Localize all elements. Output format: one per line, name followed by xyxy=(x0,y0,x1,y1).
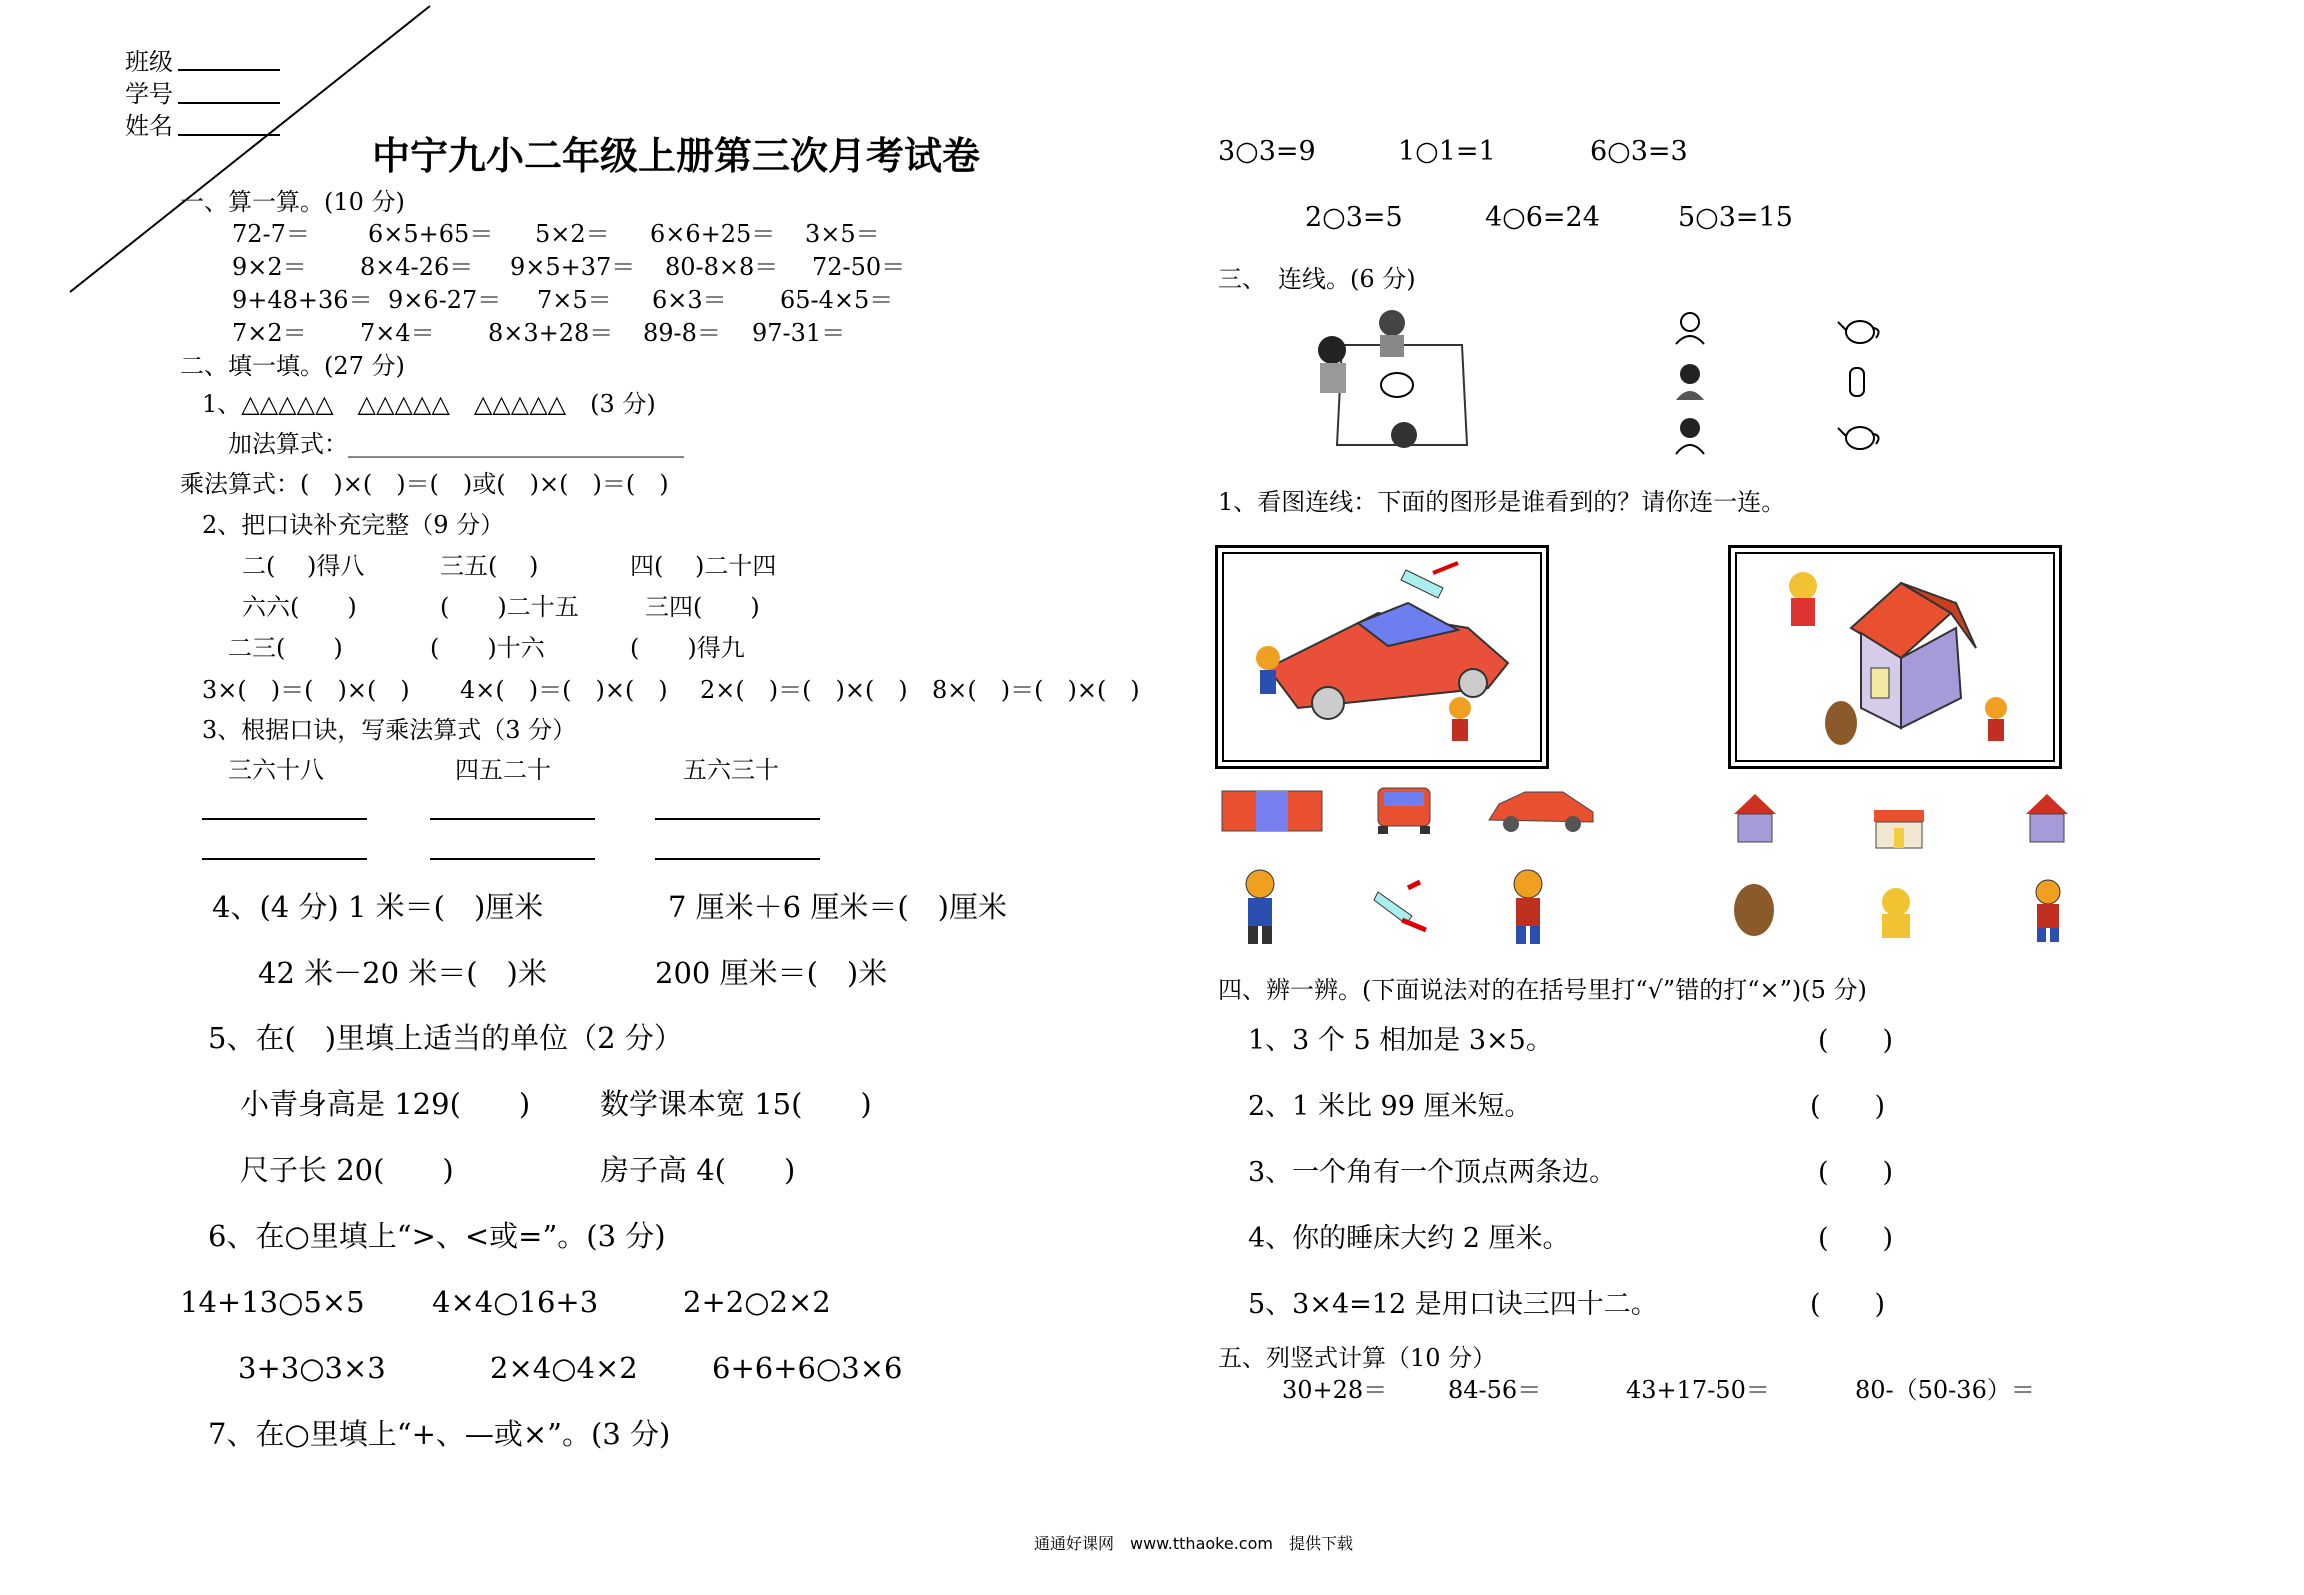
answer-paren[interactable]: ( ) xyxy=(1810,1091,1886,1122)
q5-d: 房子高 4( ) xyxy=(600,1153,796,1187)
name-label: 姓名 xyxy=(125,112,173,140)
car-side-view-icon xyxy=(1485,784,1597,836)
q2-item: 4×( )＝( )×( ) xyxy=(460,676,668,704)
problem: 5×2＝ xyxy=(535,220,610,248)
q6-item: 3+3○3×3 xyxy=(238,1351,386,1385)
q4-b: 7 厘米＋6 厘米＝( )厘米 xyxy=(668,890,1007,924)
problem: 65-4×5＝ xyxy=(780,286,894,314)
teapot-icon xyxy=(1836,418,1884,454)
judge-item: 3、一个角有一个顶点两条边。 xyxy=(1248,1157,1617,1188)
problem: 72-7＝ xyxy=(232,220,310,248)
problem: 72-50＝ xyxy=(812,253,906,281)
vertical-calc-item: 43+17-50＝ xyxy=(1626,1376,1770,1404)
q1-multiplication-line: 乘法算式：( )×( )＝( )或( )×( )＝( ) xyxy=(180,470,669,498)
car-top-view-icon xyxy=(1218,785,1326,837)
q5-a: 小青身高是 129( ) xyxy=(240,1087,531,1121)
judge-item: 2、1 米比 99 厘米短。 xyxy=(1248,1091,1532,1122)
vertical-calc-item: 80-（50-36）＝ xyxy=(1855,1376,2035,1404)
q5-b: 数学课本宽 15( ) xyxy=(600,1087,872,1121)
q3-heading: 3、根据口诀，写乘法算式（3 分） xyxy=(202,716,577,744)
figure-icon xyxy=(1672,416,1708,456)
q3-item: 四五二十 xyxy=(455,756,551,784)
section-5-heading: 五、列竖式计算（10 分） xyxy=(1218,1344,1497,1372)
problem: 9×5+37＝ xyxy=(510,253,636,281)
q1-triangles: 1、△△△△△ △△△△△ △△△△△ (3 分) xyxy=(202,390,656,418)
problem: 9+48+36＝ xyxy=(232,286,373,314)
vertical-calc-item: 30+28＝ xyxy=(1282,1376,1388,1404)
problem: 9×2＝ xyxy=(232,253,307,281)
class-label: 班级 xyxy=(125,48,173,76)
problem: 7×2＝ xyxy=(232,319,307,347)
q3-item: 五六三十 xyxy=(683,756,779,784)
section-2-heading: 二、填一填。(27 分) xyxy=(180,352,405,380)
q6-heading: 6、在○里填上“>、<或=”。(3 分) xyxy=(208,1219,666,1253)
q3-item: 三六十八 xyxy=(228,756,324,784)
answer-paren[interactable]: ( ) xyxy=(1810,1289,1886,1320)
q2-item: 六六( ) xyxy=(242,593,357,621)
section-3-heading: 三、 连线。(6 分) xyxy=(1218,265,1416,293)
q2-item: 8×( )＝( )×( ) xyxy=(932,676,1140,704)
problem: 3×5＝ xyxy=(805,220,880,248)
vertical-calc-item: 84-56＝ xyxy=(1448,1376,1542,1404)
problem: 6×6+25＝ xyxy=(650,220,776,248)
q2-item: ( )十六 xyxy=(430,634,545,662)
problem: 97-31＝ xyxy=(752,319,846,347)
problem: 6×3＝ xyxy=(652,286,727,314)
problem: 8×4-26＝ xyxy=(360,253,474,281)
tiger-icon xyxy=(1238,868,1282,946)
q6-item: 2×4○4×2 xyxy=(490,1351,638,1385)
q6-item: 2+2○2×2 xyxy=(683,1285,831,1319)
airplane-icon xyxy=(1372,880,1432,936)
q6-item: 6+6+6○3×6 xyxy=(712,1351,903,1385)
problem: 80-8×8＝ xyxy=(665,253,779,281)
judge-item: 5、3×4=12 是用口诀三四十二。 xyxy=(1248,1289,1658,1320)
problem: 7×4＝ xyxy=(360,319,435,347)
table-scene-picture xyxy=(1312,305,1480,460)
q2-item: ( )二十五 xyxy=(440,593,579,621)
house-scene-frame xyxy=(1728,545,2062,769)
problem: 7×5＝ xyxy=(537,286,612,314)
section-3-q1: 1、看图连线：下面的图形是谁看到的？请你连一连。 xyxy=(1218,488,1786,516)
q2-item: 四( )二十四 xyxy=(630,552,777,580)
monkey-icon xyxy=(1728,880,1780,940)
op-item: 3○3=9 xyxy=(1218,136,1316,167)
q7-heading: 7、在○里填上“+、—或×”。(3 分) xyxy=(208,1417,671,1451)
footer-text: 通通好课网 www.tthaoke.com 提供下载 xyxy=(1034,1534,1353,1553)
house-front-icon xyxy=(1870,806,1928,850)
student-id-label: 学号 xyxy=(125,80,173,108)
house-icon xyxy=(2024,790,2070,846)
car-scene-frame xyxy=(1215,545,1549,769)
op-item: 6○3=3 xyxy=(1590,136,1688,167)
problem: 8×3+28＝ xyxy=(488,319,614,347)
q2-item: 2×( )＝( )×( ) xyxy=(700,676,908,704)
op-item: 2○3=5 xyxy=(1305,202,1403,233)
q2-item: 二( )得八 xyxy=(242,552,365,580)
q2-item: 三五( ) xyxy=(440,552,539,580)
figure-icon xyxy=(1672,362,1708,402)
q2-item: 三四( ) xyxy=(645,593,760,621)
winnie-icon xyxy=(1872,884,1920,940)
page-title: 中宁九小二年级上册第三次月考试卷 xyxy=(372,134,981,178)
teapot-icon xyxy=(1836,312,1884,348)
op-item: 4○6=24 xyxy=(1485,202,1600,233)
judge-item: 4、你的睡床大约 2 厘米。 xyxy=(1248,1223,1570,1254)
car-front-view-icon xyxy=(1372,782,1436,836)
answer-paren[interactable]: ( ) xyxy=(1818,1157,1894,1188)
problem: 6×5+65＝ xyxy=(368,220,494,248)
tiger-icon xyxy=(1506,868,1550,946)
teapot-icon xyxy=(1842,362,1872,402)
q5-c: 尺子长 20( ) xyxy=(240,1153,454,1187)
problem: 89-8＝ xyxy=(643,319,721,347)
q2-heading: 2、把口诀补充完整（9 分） xyxy=(202,511,505,539)
section-1-heading: 一、算一算。(10 分) xyxy=(180,188,405,216)
q2-item: 二三( ) xyxy=(228,634,343,662)
q4-c: 42 米－20 米＝( )米 xyxy=(258,956,547,990)
section-4-heading: 四、辨一辨。(下面说法对的在括号里打“√”错的打“×”)(5 分) xyxy=(1218,976,1867,1004)
op-item: 1○1=1 xyxy=(1398,136,1496,167)
q4-a: 4、(4 分) 1 米＝( )厘米 xyxy=(212,890,544,924)
problem: 9×6-27＝ xyxy=(388,286,502,314)
q2-item: ( )得九 xyxy=(630,634,745,662)
judge-item: 1、3 个 5 相加是 3×5。 xyxy=(1248,1025,1553,1056)
op-item: 5○3=15 xyxy=(1678,202,1793,233)
q4-d: 200 厘米＝( )米 xyxy=(655,956,888,990)
q2-item: 3×( )＝( )×( ) xyxy=(202,676,410,704)
answer-paren[interactable]: ( ) xyxy=(1818,1223,1894,1254)
answer-paren[interactable]: ( ) xyxy=(1818,1025,1894,1056)
q5-heading: 5、在( )里填上适当的单位（2 分） xyxy=(208,1021,683,1055)
house-icon xyxy=(1732,790,1778,846)
q6-item: 4×4○16+3 xyxy=(432,1285,599,1319)
q6-item: 14+13○5×5 xyxy=(180,1285,365,1319)
figure-icon xyxy=(1672,310,1708,346)
tiger-icon xyxy=(2028,878,2068,944)
q1-addition-line: 加法算式：____________________________ xyxy=(228,430,684,458)
